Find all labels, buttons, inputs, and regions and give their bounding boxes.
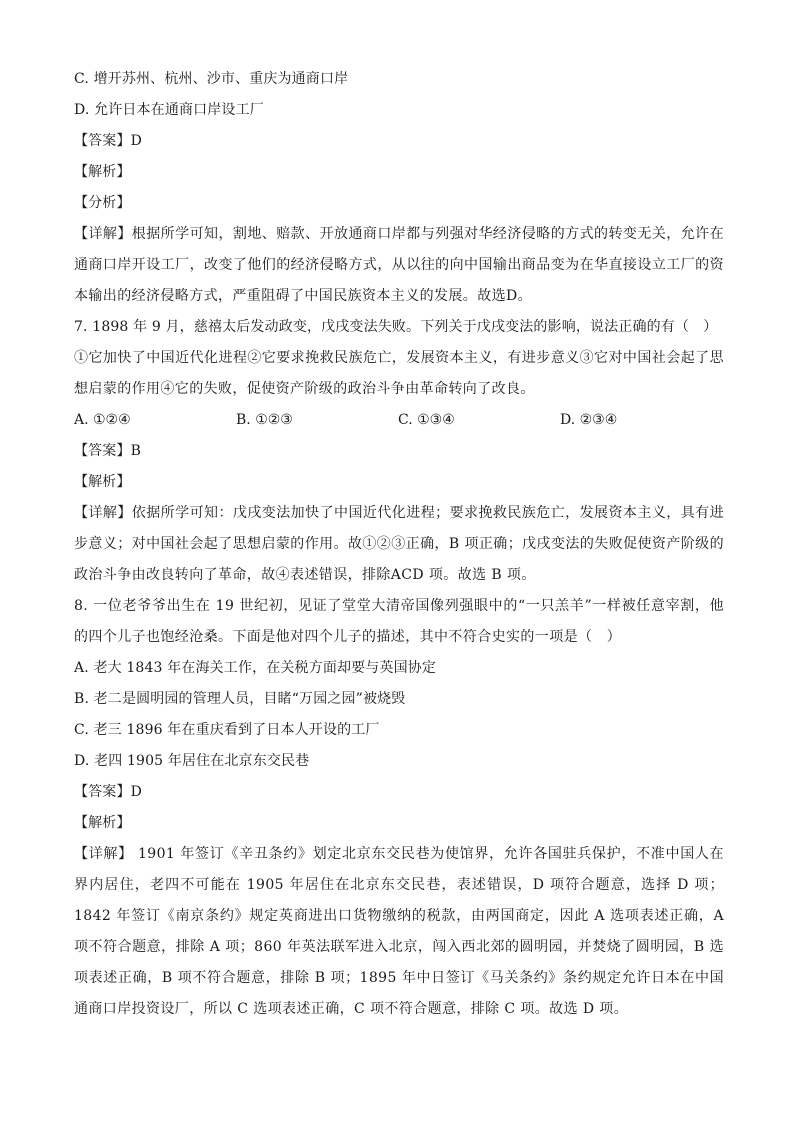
q7-option-d: D. ②③④ [560, 412, 618, 428]
q7-option-c: C. ①③④ [398, 412, 455, 428]
q8-option-d: D. 老四 1905 年居住在北京东交民巷 [74, 753, 310, 769]
q7-detail-paragraph: 【详解】依据所学可知：戊戌变法加快了中国近代化进程；要求挽救民族危亡，发展资本主义，具有进步意义；对中国社会起了思想启蒙的作用。故①②③正确，B 项正确；戊戌变法的失败促使资产阶级的政治斗争由改良转向了革命，故④表述错误，排除ACD 项。故选 B 项。 [74, 505, 724, 583]
fenxi-label: 【分析】 [74, 195, 131, 211]
option-d: D. 允许日本在通商口岸设工厂 [74, 102, 264, 118]
question-7-options [74, 405, 724, 436]
q7-option-b: B. ①②③ [236, 412, 293, 428]
option-c: C. 增开苏州、杭州、沙市、重庆为通商口岸 [74, 71, 349, 87]
q7-option-a: A. ①②④ [74, 412, 131, 428]
q8-answer-label: 【答案】D [74, 784, 142, 800]
q7-answer-label: 【答案】B [74, 443, 142, 459]
q8-option-b: B. 老二是圆明园的管理人员，目睹“万园之园”被烧毁 [74, 691, 406, 707]
answer-label: 【答案】D [74, 133, 142, 149]
question-7-statements: ①它加快了中国近代化进程②它要求挽救民族危亡，发展资本主义，有进步意义③它对中国社会起了思想启蒙的作用④它的失败，促使资产阶级的政治斗争由革命转向了改良。 [74, 350, 724, 397]
question-7-stem: 7. 1898 年 9 月，慈禧太后发动政变，戊戌变法失败。下列关于戊戌变法的影响，说法正确的有（ ） [74, 319, 718, 335]
q7-analysis-label: 【解析】 [74, 474, 131, 490]
document-page [74, 64, 724, 1025]
q8-option-a: A. 老大 1843 年在海关工作，在关税方面却要与英国协定 [74, 660, 437, 676]
question-8-stem: 8. 一位老爷爷出生在 19 世纪初，见证了堂堂大清帝国像列强眼中的“一只羔羊”一样被任意宰割，他的四个儿子也饱经沧桑。下面是他对四个儿子的描述，其中不符合史实的一项是（ ） [74, 598, 724, 645]
q8-analysis-label: 【解析】 [74, 815, 131, 831]
q8-detail-paragraph: 【详解】 1901 年签订《辛丑条约》划定北京东交民巷为使馆界，允许各国驻兵保护，不准中国人在界内居住，老四不可能在 1905 年居住在北京东交民巷，表述错误，D 项符合题意，选择 D 项；1842 年签订《南京条约》规定英商进出口货物缴纳的税款，由两国商定，因此 A 选项表述正确，A 项不符合题意，排除 A 项；860 年英法联军进入北京，闯入西北郊的圆明园，并焚烧了圆明园，B 选项表述正确，B 项不符合题意，排除 B 项；1895 年中日签订《马关条约》条约规定允许日本在中国通商口岸投资设厂，所以 C 选项表述正确，C 项不符合题意，排除 C 项。故选 D 项。 [74, 846, 724, 1017]
detail-paragraph: 【详解】根据所学可知，割地、赔款、开放通商口岸都与列强对华经济侵略的方式的转变无关，允许在通商口岸开设工厂，改变了他们的经济侵略方式，从以往的向中国输出商品变为在华直接设立工厂的资本输出的经济侵略方式，严重阻碍了中国民族资本主义的发展。故选D。 [74, 226, 724, 304]
q8-option-c: C. 老三 1896 年在重庆看到了日本人开设的工厂 [74, 722, 380, 738]
analysis-label: 【解析】 [74, 164, 131, 180]
